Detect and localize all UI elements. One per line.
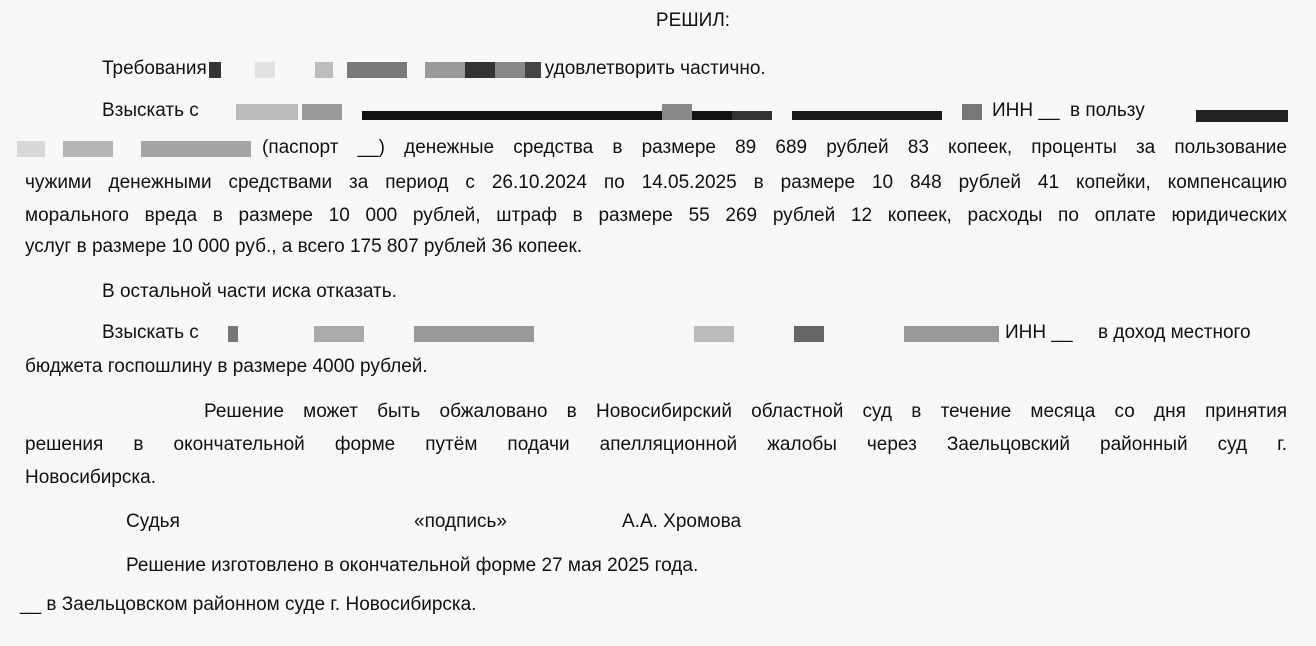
collect-line-2 (17, 137, 1287, 159)
in-favor-label: в пользу (1070, 100, 1145, 121)
state-fee-start: Взыскать с (102, 322, 199, 343)
redacted-plaintiff-name (1196, 100, 1288, 122)
requirements-start: Требования (102, 58, 207, 80)
collect-line-1 (102, 100, 1287, 122)
final-form-date: Решение изготовлено в окончательной форме 27 мая 2025 года. (126, 555, 699, 576)
redacted-defendant-name-2 (224, 322, 1004, 344)
local-budget-label: в доход местного (1098, 322, 1251, 343)
appeal-line-2: решения в окончательной форме путём подачи апелляционной жалобы через Заельцовский районный суд г. (25, 434, 1287, 455)
appeal-line-1: Решение может быть обжаловано в Новосибирский областной суд в течение месяца со дня принятия (204, 401, 1287, 422)
decision-heading: РЕШИЛ: (655, 10, 731, 31)
court-location-note: __ в Заельцовском районном суде г. Новосибирска. (20, 594, 477, 615)
collect-line-3: чужими денежными средствами за период с 26.10.2024 по 14.05.2025 в размере 10 848 рублей 41 копейки, компенсацию (25, 172, 1287, 193)
collect-line-5: услуг в размере 10 000 руб., а всего 175 807 рублей 36 копеек. (25, 236, 583, 257)
state-fee-line-2: бюджета госпошлину в размере 4000 рублей. (25, 356, 428, 377)
state-fee-line-1 (102, 322, 1287, 344)
inn-label: ИНН __ (992, 100, 1060, 121)
collect-amount-text: (паспорт __) денежные средства в размере 89 689 рублей 83 копеек, проценты за пользование (262, 137, 1287, 158)
collect-line-4: морального вреда в размере 10 000 рублей, штраф в размере 55 269 рублей 12 копеек, расходы по оплате юридических (25, 205, 1287, 226)
redacted-defendant-name (232, 100, 992, 122)
collect-start: Взыскать с (102, 100, 199, 121)
rest-denied-line: В остальной части иска отказать. (102, 281, 397, 302)
judge-role: Судья (126, 511, 180, 532)
requirements-line (102, 58, 766, 80)
redacted-plaintiff-name-cont (17, 137, 253, 159)
judge-name: А.А. Хромова (622, 511, 742, 532)
appeal-line-3: Новосибирска. (25, 467, 156, 488)
signature-mark: «подпись» (414, 511, 507, 532)
inn-label-2: ИНН __ (1005, 322, 1073, 343)
requirements-end: удовлетворить частично. (544, 58, 766, 80)
redacted-block (207, 58, 545, 80)
